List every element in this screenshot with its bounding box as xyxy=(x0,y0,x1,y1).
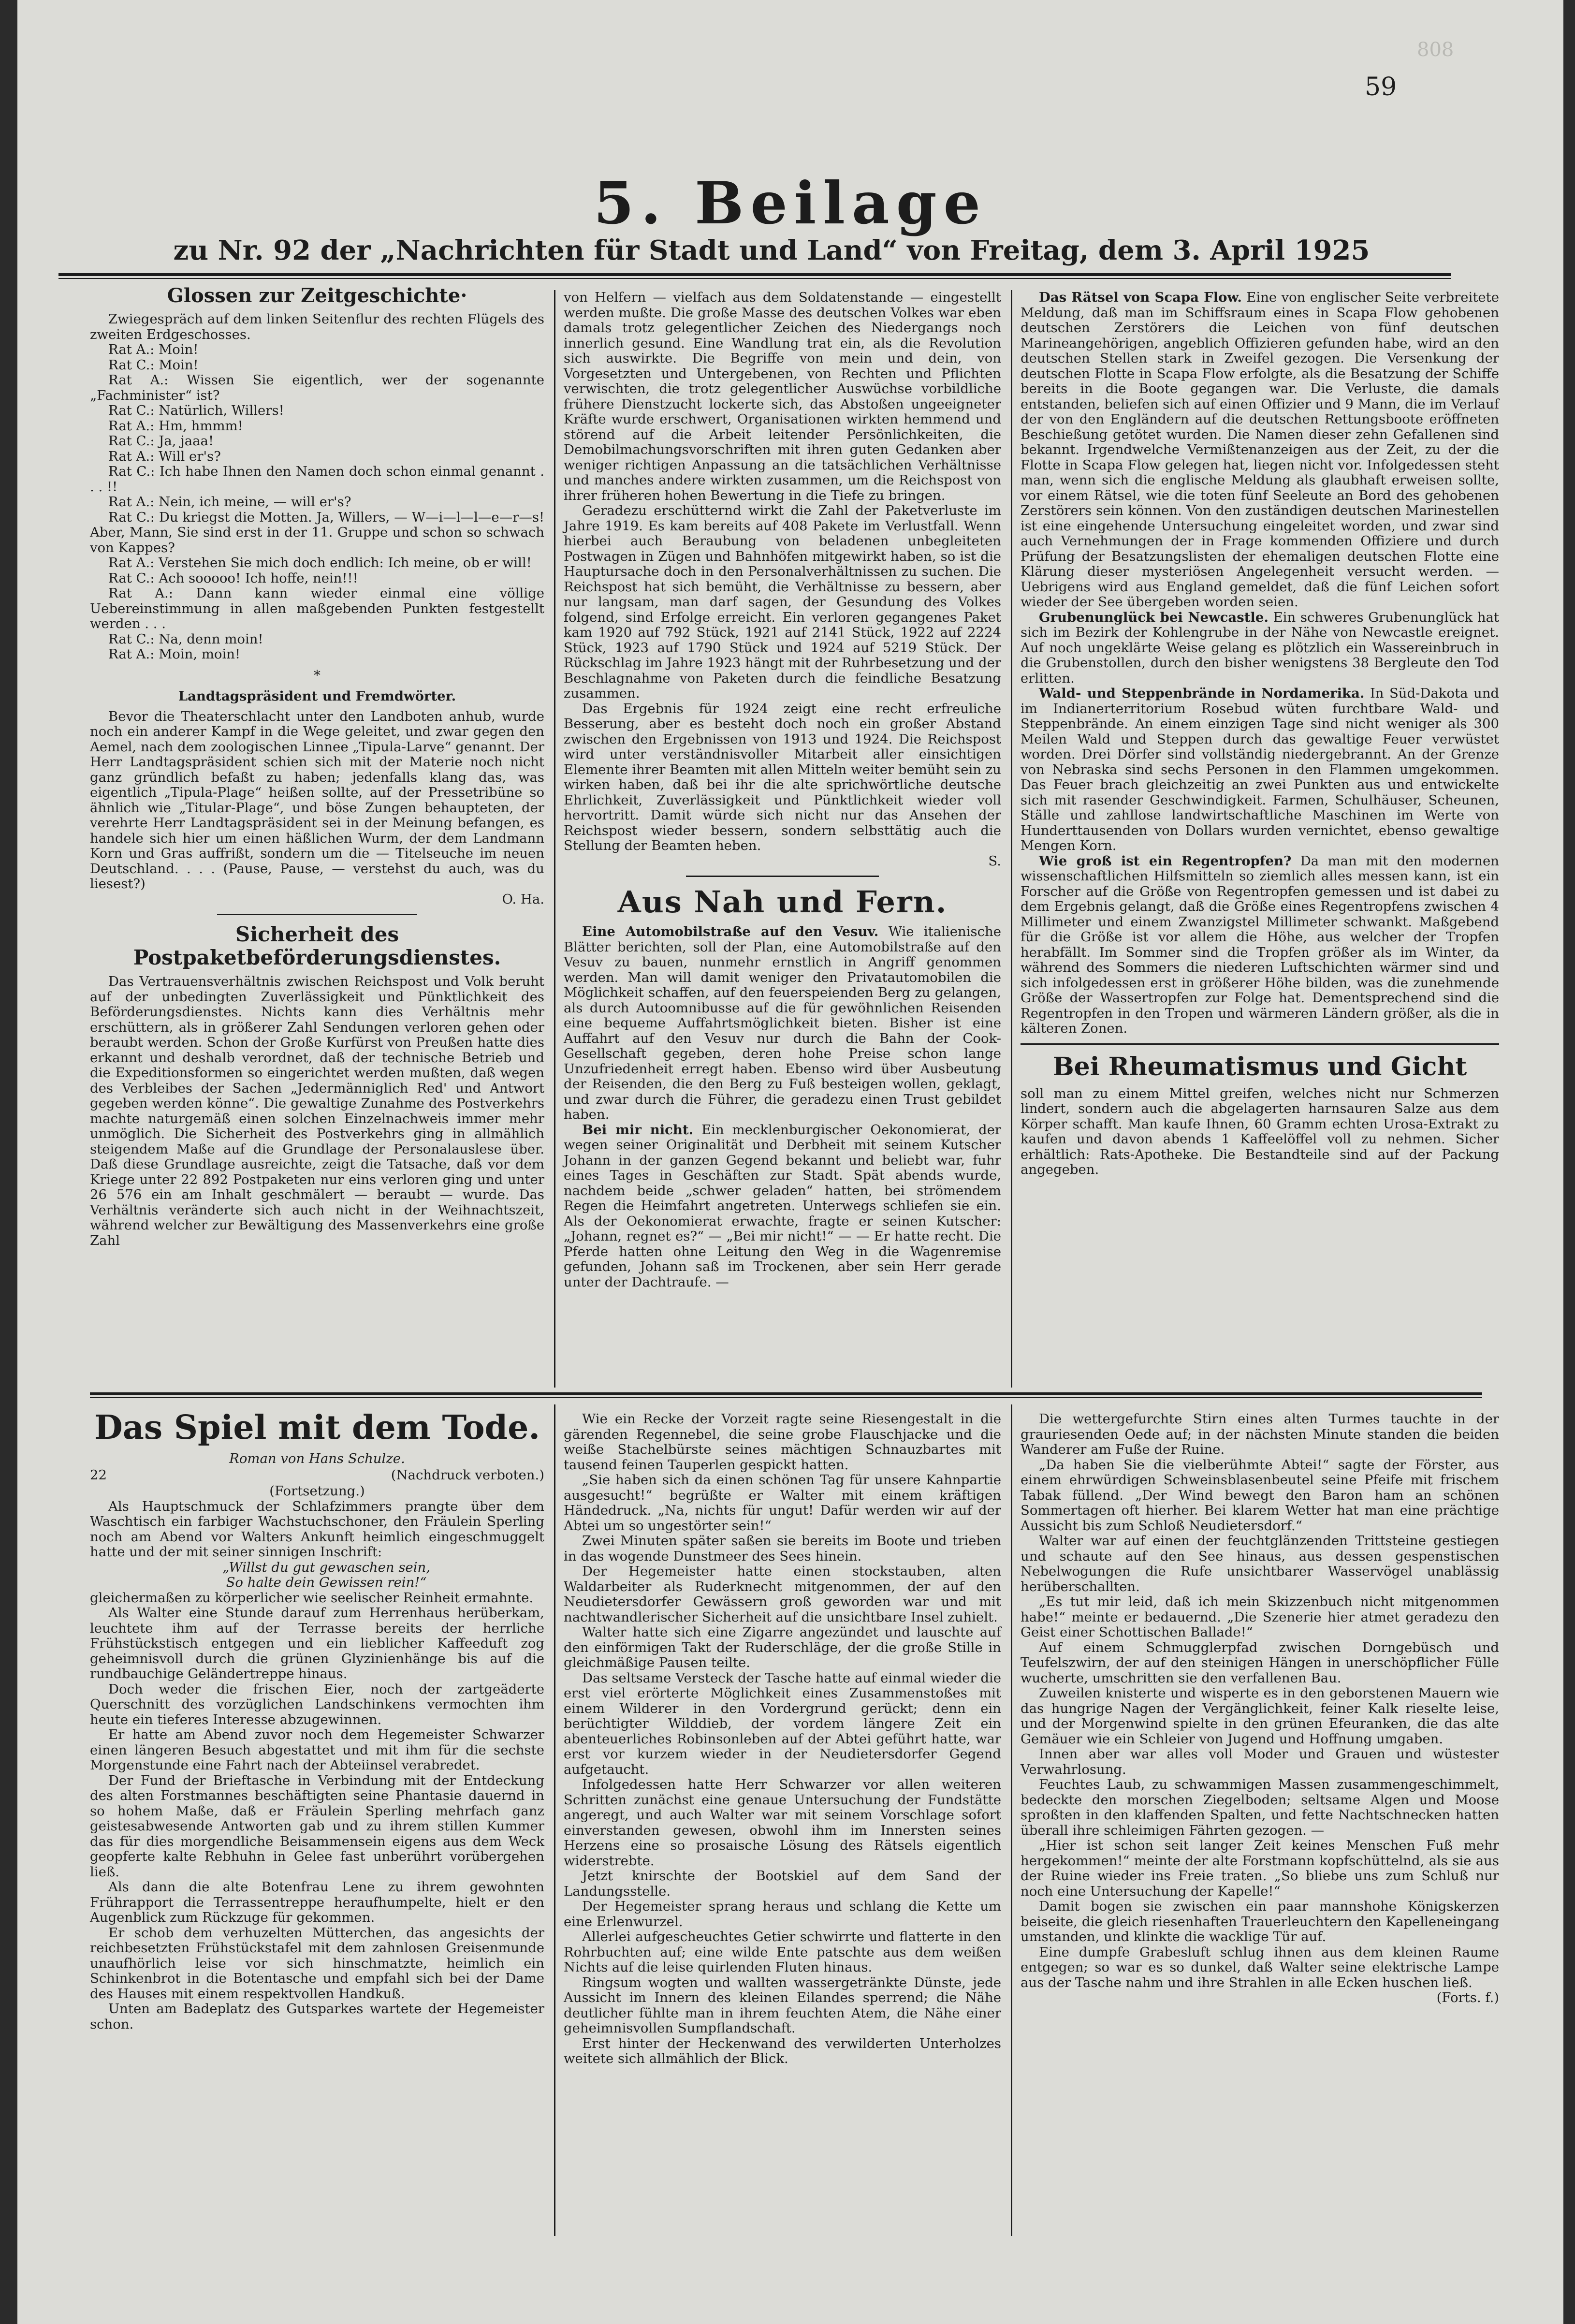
sicherheit-text: Das Vertrauensverhältnis zwischen Reichspost und Volk beruht auf der unbedingten Zuverlässigkeit und Pünktlichkeit des Beförderungsdienstes. Nichts kann dies Verhältnis mehr erschüttern, als in größerer Zahl Sendungen verloren gehen oder beraubt werden. Schon der Große Kurfürst von Preußen hatte dies erkannt und deshalb verordnet, daß der technische Betrieb und die Expeditionsformen so eingerichtet werden mußten, daß wegen des Verbleibes der Sachen „Jedermänniglich Red' und Antwort gegeben werden könne“. Die gewaltige Zunahme des Postverkehrs machte naturgemäß einen solchen Einzelnachweis immer mehr unmöglich. Die Sicherheit des Postverkehrs ging in allmählich steigendem Maße auf die Grundlage der Personalauslese über. Daß diese Grundlage ausreichte, zeigt die Tatsache, daß vor dem Kriege unter 22 892 Postpaketen nur eins verloren ging und unter 26 576 ein am Inhalt geschmälert — beraubt — wurde. Das Verhältnis veränderte sich auch nicht in der Weihnachtszeit, während welcher zur Bewältigung des Massenverkehrs eine große Zahl xyxy=(90,974,544,1248)
supplement-title: 5. Beilage xyxy=(593,169,987,237)
bei-mir-nicht-text: Ein mecklenburgischer Oekonomierat, der wegen seiner Originalität und Derbheit mit seinem Kutscher Johann in der ganzen Gegend bekannt und beliebt war, fuhr eines Tages in Geschäften zur Stadt. Spät abends wurde, nachdem beide „schwer geladen“ hatten, bei strömendem Regen die Heimfahrt angetreten. Unterwegs schliefen sie ein. Als der Oekonomierat erwachte, fragte er seinen Kutscher: „Johann, regnet es?“ — „Bei mir nicht!“ — — Er hatte recht. Die Pferde hatten ohne Leitung den Weg in die Wagenremise gefunden, Johann saß im Trockenen, aber sein Herr gerade unter der Dachtraufe. — xyxy=(564,1122,1002,1290)
serial-paragraph: „Es tut mir leid, daß ich mein Skizzenbuch nicht mitgenommen habe!“ meinte er bedauernd. „Die Szenerie hier atmet geradezu den Geist einer Schottischen Ballade!“ xyxy=(1021,1594,1499,1640)
serial-paragraph: „Sie haben sich da einen schönen Tag für unsere Kahnpartie ausgesucht!“ begrüßte er Walter mit einem kräftigen Händedruck. „Na, nichts für ungut! Dafür werden wir auf der Abtei um so ungestörter sein!“ xyxy=(564,1472,1001,1534)
bei-mir-nicht-title: Bei mir nicht. xyxy=(582,1122,694,1138)
dialogue-line: Rat A.: Wissen Sie eigentlich, wer der sogenannte „Fachminister“ ist? xyxy=(90,372,544,403)
dialogue-line: Rat A.: Dann kann wieder einmal eine völlige Uebereinstimmung in allen maßgebenden Punkten festgestellt werden . . . xyxy=(90,585,544,631)
column-divider-2 xyxy=(1011,290,1012,1388)
page-number: 59 xyxy=(1365,73,1397,102)
column-middle xyxy=(564,290,1001,1290)
article-separator xyxy=(1021,1043,1499,1045)
serial-paragraph: Als Hauptschmuck der Schlafzimmers prangte über dem Waschtisch ein farbiger Wachstuchschoner, den Fräulein Sperling noch am Abend vor Walters Ankunft heimlich eingeschmuggelt hatte und der mit seiner sinnigen Inschrift: xyxy=(90,1498,544,1560)
archive-stamp-number: 808 xyxy=(1417,39,1454,61)
landtag-signature: O. Ha. xyxy=(502,891,544,907)
post-continued-text: von Helfern — vielfach aus dem Soldatenstande — eingestellt werden mußte. Die große Masse des deutschen Volkes war eben damals trotz gelegentlicher Zeichen des Niedergangs noch innerlich gesund. Eine Wandlung trat ein, als die Revolution sich auswirkte. Die Begriffe von mein und dein, von Vorgesetzten und Untergebenen, von Rechten und Pflichten verwischten, die trotz gelegentlicher Auswüchse vorbildliche frühere Dienstzucht lockerte sich, das Abstoßen ungeeigneter Kräfte wurde erschwert, Organisationen wirkten hemmend und störend auf die Arbeit leitender Persönlichkeiten, die Demobilmachungsvorschriften mit ihren guten Gedanken aber weniger richtigen Anpassung an die tatsächlichen Verhältnisse und manches andere wirkten zusammen, um die Reichspost von ihrer früheren hohen Bewertung in die Tiefe zu bringen. xyxy=(564,290,1001,503)
dialogue-line: Rat C.: Ich habe Ihnen den Namen doch schon einmal genannt . . . !! xyxy=(90,464,544,495)
serial-paragraph: „Da haben Sie die vielberühmte Abtei!“ sagte der Förster, aus einem ehrwürdigen Schweinsblasenbeutel seine Pfeife mit frischem Tabak füllend. „Der Wind bewegt den Baron ham an schönen Sommertagen oft hierher. Bei klarem Wetter hat man eine prächtige Aussicht bis zum Schloß Neudietersdorf.“ xyxy=(1021,1457,1499,1534)
serial-paragraph: Die wettergefurchte Stirn eines alten Turmes tauchte in der grauriesenden Oede auf; in der nächsten Minute standen die beiden Wanderer am Fuße der Ruine. xyxy=(1021,1411,1499,1457)
landtag-heading: Landtagspräsident und Fremdwörter. xyxy=(178,688,456,704)
serial-paragraph: Der Hegemeister sprang heraus und schlang die Kette um eine Erlenwurzel. xyxy=(564,1899,1001,1929)
dialogue-line: Rat A.: Nein, ich meine, — will er's? xyxy=(108,494,351,510)
serial-paragraph: Walter hatte sich eine Zigarre angezündet und lauschte auf den einförmigen Takt der Ruderschläge, der die große Stille in gleichmäßige Pausen teilte. xyxy=(564,1624,1001,1670)
dialogue-line: Rat C.: Na, denn moin! xyxy=(108,631,263,647)
serial-copyright-notice: (Nachdruck verboten.) xyxy=(391,1467,544,1483)
scapa-title: Das Rätsel von Scapa Flow. xyxy=(1039,290,1242,305)
regentropfen-text: Da man mit den modernen wissenschaftlichen Hilfsmitteln so ziemlich alles messen kann, ist ein Forscher auf die Größe von Regentropfen gemessen und ist dabei zu dem Ergebnis gelangt, daß die Größe eines Regentropfens zwischen 4 Millimeter und einem Zwanzigstel Millimeter schwankt. Maßgebend für die Größe ist vor allem die Höhe, aus welcher der Tropfen herabfällt. Im Sommer sind die Tropfen größer als im Winter, da während des Sommers die niederen Luftschichten wärmer sind und sich infolgedessen erst in größerer Höhe bilden, was die zunehmende Größe der Wassertropfen zur Folge hat. Dementsprechend sind die Regentropfen in den Tropen und wärmeren Ländern größer, als die in kälteren Zonen. xyxy=(1021,853,1499,1036)
landtag-text: Bevor die Theaterschlacht unter den Landboten anhub, wurde noch ein anderer Kampf in die Wege geleitet, und zwar gegen den Aemel, nach dem zoologischen Linnee „Tipula-Larve“ genannt. Der Herr Landtagspräsident schien sich mit der Materie noch nicht ganz gründlich befaßt zu haben; jedenfalls klang das, was eigentlich „Tipula-Plage“ heißen sollte, auf der Pressetribüne so ähnlich wie „Titular-Plage“, und böse Zungen behaupteten, der verehrte Herr Landtagspräsident sei in der Meinung befangen, es handele sich hier um einen häßlichen Wurm, der dem Landmann Korn und Gras auffrißt, sondern um die — Titelseuche im neuen Deutschland. . . . (Pause, Pause, — verstehst du auch, was du liesest?) xyxy=(90,708,544,892)
serial-column-middle xyxy=(564,1412,1001,2067)
serial-paragraph: Er hatte am Abend zuvor noch dem Hegemeister Schwarzer einen längeren Besuch abgestattet und mit ihm für die sechste Morgenstunde eine Fahrt nach der Abteiinsel verabredet. xyxy=(90,1727,544,1773)
column-divider-1 xyxy=(554,290,555,1388)
waldbrand-text: In Süd-Dakota und im Indianerterritorium Rosebud wüten furchtbare Wald- und Steppenbrände. An einem einzigen Tage sind nicht weniger als 300 Meilen Wald und Steppen durch das gewaltige Feuer verwüstet worden. Drei Dörfer sind vollständig niedergebrannt. An der Grenze von Nebraska sind sechs Personen in den Flammen umgekommen. Das Feuer brach gleichzeitig an zwei Punkten aus und entwickelte sich mit rasender Geschwindigkeit. Farmen, Schulhäuser, Scheunen, Ställe und zahllose landwirtschaftliche Maschinen im Werte von Hunderttausenden von Dollars wurden vernichtet, ebenso gewaltige Mengen Korn. xyxy=(1021,686,1500,853)
serial-paragraph: Wie ein Recke der Vorzeit ragte seine Riesengestalt in die gärenden Regennebel, die seine grobe Flauschjacke und die weiße Stachelbürste seines mächtigen Schnauzbartes mit tausend feinen Tauperlen gespickt hatten. xyxy=(564,1411,1001,1473)
serial-paragraph: Zuweilen knisterte und wisperte es in den geborstenen Mauern wie das hungrige Nagen der Vergänglichkeit, feiner Kalk rieselte leise, und der Morgenwind spielte in den grünen Efeuranken, die das alte Gemäuer wie ein Schleier von Jugend und Hoffnung umgaben. xyxy=(1021,1685,1499,1747)
serial-divider-1 xyxy=(554,1404,555,2236)
serial-paragraph: Eine dumpfe Grabesluft schlug ihnen aus dem kleinen Raume entgegen; so war es so dunkel, daß Walter seine elektrische Lampe aus der Tasche nahm und ihre Strahlen in alle Ecken huschen ließ. xyxy=(1021,1944,1499,1990)
dialogue-line: Rat A.: Verstehen Sie mich doch endlich: Ich meine, ob er will! xyxy=(108,555,532,570)
serial-paragraph: Ringsum wogten und wallten wassergetränkte Dünste, jede Aussicht im Innern des kleinen Eilandes sperrend; die Nähe deutlicher fühlte man in ihrem feuchten Atem, die Nähe einer geheimnisvollen Sumpflandschaft. xyxy=(564,1974,1001,2036)
column-right xyxy=(1021,290,1499,1178)
newspaper-page xyxy=(17,0,1563,2324)
serial-paragraph: Der Hegemeister hatte einen stockstauben, alten Waldarbeiter als Ruderknecht mitgenommen, der auf den Neudietersdorfer Gewässern groß geworden war und mit nachtwandlerischer Sicherheit auf die unsichtbare Insel zuhielt. xyxy=(564,1564,1001,1625)
serial-paragraph: Doch weder die frischen Eier, noch der zartgeäderte Querschnitt des vorzüglichen Landschinkens vermochten ihm heute ein tieferes Interesse abzugewinnen. xyxy=(90,1681,544,1727)
serial-to-be-continued: (Forts. f.) xyxy=(1436,1990,1499,2005)
serial-paragraph: Innen aber war alles voll Moder und Grauen und wüstester Verwahrlosung. xyxy=(1021,1746,1499,1777)
dialogue-line: Rat C.: Ach sooooo! Ich hoffe, nein!!! xyxy=(108,570,358,586)
star-separator: * xyxy=(314,667,321,683)
dialogue-line: Rat A.: Will er's? xyxy=(108,448,221,464)
scapa-text: Eine von englischer Seite verbreitete Meldung, daß man im Schiffsraum eines in Scapa Flow gehobenen deutschen Zerstörers die Leichen von fünf deutschen Marineangehörigen, angeblich Offizieren gefunden habe, wird an den deutschen Stellen stark in Zweifel gezogen. Die Versenkung der deutschen Flotte in Scapa Flow erfolgte, als die Besatzung der Schiffe bereits in die Boote gegangen war. Die Verluste, die damals entstanden, beliefen sich auf einen Offizier und 9 Mann, die im Verlauf der von den Engländern auf die deutschen Rettungsboote eröffneten Beschießung getötet wurden. Die Namen dieser zehn Gefallenen sind bekannt. Irgendwelche Vermißtenanzeigen aus der Zeit, zu der die Flotte in Scapa Flow gelegen hat, liegen nicht vor. Infolgedessen steht man, wenn sich die englische Meldung als glaubhaft erweisen sollte, vor einem Rätsel, wie die toten fünf Seeleute an Bord des gehobenen Zerstörers sein können. Von den zuständigen deutschen Marinestellen ist eine eingehende Untersuchung eingeleitet worden, und zwar sind auch Vernehmungen der in Frage kommenden Offiziere und durch Prüfung der Besatzungslisten der ehemaligen deutschen Flotte eine Klärung dieser mysteriösen Angelegenheit versucht werden. — Uebrigens wird aus England gemeldet, daß die fünf Leichen sofort wieder der See übergeben worden seien. xyxy=(1021,290,1499,610)
serial-verse-line: So halte dein Gewissen rein!“ xyxy=(226,1575,427,1590)
dialogue-line: Rat A.: Moin, moin! xyxy=(108,646,241,662)
header-rule-thin xyxy=(58,278,1451,279)
column-left xyxy=(90,283,544,1248)
serial-verse-line: „Willst du gut gewaschen sein, xyxy=(222,1559,430,1575)
dialogue-line: Rat C.: Moin! xyxy=(108,357,199,373)
dialogue-line: Rat C.: Ja, jaaa! xyxy=(108,433,214,449)
header-rule-thick xyxy=(58,273,1451,276)
sicherheit-heading: Sicherheit des Postpaketbeförderungsdienstes. xyxy=(133,922,501,969)
serial-paragraph: gleichermaßen zu körperlicher wie seelischer Reinheit ermahnte. xyxy=(90,1590,534,1606)
serial-author: Roman von Hans Schulze. xyxy=(229,1451,405,1466)
serial-paragraph: Allerlei aufgescheuchtes Getier schwirrte und flatterte in den Rohrbuchten auf; eine wilde Ente patschte aus dem weißen Nichts auf die leise quirlenden Fluten hinaus. xyxy=(564,1929,1001,1975)
post-signature: S. xyxy=(988,853,1001,869)
serial-paragraph: Walter war auf einen der feuchtglänzenden Trittsteine gestiegen und schaute auf den See hinaus, aus dessen gespenstischen Nebelwogungen die Rufe unsichtbarer Wasservögel unablässig herüberschallten. xyxy=(1021,1533,1499,1594)
serial-paragraph: Zwei Minuten später saßen sie bereits im Boote und trieben in das wogende Dunstmeer des Sees hinein. xyxy=(564,1533,1001,1564)
supplement-subtitle: zu Nr. 92 der „Nachrichten für Stadt und Land“ von Freitag, dem 3. April 1925 xyxy=(173,234,1370,266)
serial-meta-row xyxy=(90,1468,544,1483)
dialogue-line: Rat C.: Natürlich, Willers! xyxy=(108,403,284,418)
dialogue-line: Rat A.: Moin! xyxy=(108,342,199,357)
section-rule-thick xyxy=(90,1392,1482,1395)
article-separator xyxy=(217,914,417,915)
serial-paragraph: Als Walter eine Stunde darauf zum Herrenhaus herüberkam, leuchtete ihm auf der Terrasse bereits der herrliche Frühstückstisch entgegen und ein lieblicher Kaffeeduft zog geheimnisvoll durch die grünen Glyzinienhänge bis auf die rundbauchige Geländertreppe hinaus. xyxy=(90,1605,544,1681)
serial-continuation: (Fortsetzung.) xyxy=(269,1483,365,1499)
waldbrand-title: Wald- und Steppenbrände in Nordamerika. xyxy=(1039,686,1365,701)
serial-paragraph: Erst hinter der Heckenwand des verwilderten Unterholzes weitete sich allmählich der Blick. xyxy=(564,2035,1001,2066)
vesuv-text: Wie italienische Blätter berichten, soll der Plan, eine Automobilstraße auf den Vesuv zu bauen, nunmehr ernstlich in Angriff genommen werden. Man will damit weniger den Privatautomobilen die Möglichkeit schaffen, auf den feuerspeienden Berg zu gelangen, als durch Autoomnibusse auf die für gewöhnlichen Reisenden eine bequeme Auffahrtsmöglichkeit bieten. Bisher ist eine Auffahrt auf den Vesuv nur durch die Bahn der Cook-Gesellschaft gegeben, deren hohe Preise schon lange Unzufriedenheit erregt haben. Ebenso wird über Ausbeutung der Reisenden, die den Berg zu Fuß besteigen wollen, geklagt, und zwar durch die Führer, die geradezu einen Trust gebildet haben. xyxy=(564,924,1001,1122)
serial-paragraph: Der Fund der Brieftasche in Verbindung mit der Entdeckung des alten Forstmannes beschäftigten seine Phantasie dauernd in so hohem Maße, daß er Fräulein Sperling mehrfach ganz geistesabwesende Antworten gab und zu ihrem stillen Kummer das für dies morgendliche Beisammensein eigens aus dem Weck geopferte kalte Rebhuhn in Gelee fast unberührt vorübergehen ließ. xyxy=(90,1772,544,1880)
serial-paragraph: Jetzt knirschte der Bootskiel auf dem Sand der Landungsstelle. xyxy=(564,1868,1001,1899)
serial-paragraph: Als dann die alte Botenfrau Lene zu ihrem gewohnten Frührapport die Terrassentreppe heraufhumpelte, hielt er den Augenblick zum Rückzuge für gekommen. xyxy=(90,1879,544,1925)
serial-paragraph: Unten am Badeplatz des Gutsparkes wartete der Hegemeister schon. xyxy=(90,2001,544,2032)
serial-paragraph: Infolgedessen hatte Herr Schwarzer vor allen weiteren Schritten zunächst eine genaue Untersuchung der Fundstätte angeregt, und auch Walter war mit seinem Vorschlage sofort einverstanden gewesen, obwohl ihm im Innersten seines Herzens eine so prosaische Lösung des Rätsels eigentlich widerstrebte. xyxy=(564,1777,1001,1869)
post-result-text: Das Ergebnis für 1924 zeigt eine recht erfreuliche Besserung, aber es besteht doch noch ein großer Abstand zwischen den Ergebnissen von 1913 und 1924. Die Reichspost wird unter verständnisvoller Mitarbeit aller einsichtigen Elemente ihrer Beamten mit allen Mitteln weiter bemüht sein zu wirken haben, daß bei ihr die alte sprichwörtliche deutsche Ehrlichkeit, Zuverlässigkeit und Pünktlichkeit wieder voll hervortritt. Damit würde sich nicht nur das Ansehen der Reichspost wieder bessern, sondern selbsttätig auch die Stellung der Beamten heben. xyxy=(564,701,1001,853)
serial-paragraph: Auf einem Schmugglerpfad zwischen Dorngebüsch und Teufelszwirn, der auf den steinigen Hängen in unerschöpflicher Fülle wucherte, umschritten sie den verfallenen Bau. xyxy=(1021,1639,1499,1686)
rheuma-heading: Bei Rheumatismus und Gicht xyxy=(1052,1052,1467,1082)
grubenunglueck-title: Grubenunglück bei Newcastle. xyxy=(1039,609,1269,625)
dialogue-line: Rat C.: Du kriegst die Motten. Ja, Willers, — W—i—l—l—e—r—s! Aber, Mann, Sie sind erst in der 11. Gruppe und schon so schwach von Kappes? xyxy=(90,509,544,555)
section-rule-thin xyxy=(90,1397,1482,1398)
serial-column-right xyxy=(1021,1412,1499,2006)
post-loss-text: Geradezu erschütternd wirkt die Zahl der Paketverluste im Jahre 1919. Es kam bereits auf 408 Pakete im Verlustfall. Wenn hierbei auch Beraubung von beladenen unbegleiteten Postwagen in Zügen und Bahnhöfen mitgewirkt haben, so ist die Hauptursache doch in den Personalverhältnissen zu suchen. Die Reichspost hat sich bemüht, die Verhältnisse zu bessern, aber nur langsam, man darf sagen, der Gesundung des Volkes folgend, sind Erfolge erreicht. Ein verloren gegangenes Paket kam 1920 auf 792 Stück, 1921 auf 2141 Stück, 1922 auf 2224 Stück, 1923 auf 1790 Stück und 1924 auf 5219 Stück. Der Rückschlag im Jahre 1923 hängt mit der Ruhrbesetzung und der Beschlagnahme von Paketen durch die feindliche Besatzung zusammen. xyxy=(564,503,1001,701)
regentropfen-title: Wie groß ist ein Regentropfen? xyxy=(1039,853,1292,869)
serial-installment-number: 22 xyxy=(90,1467,107,1483)
glossen-intro: Zwiegespräch auf dem linken Seitenflur des rechten Flügels des zweiten Erdgeschosses. xyxy=(90,311,544,342)
article-separator xyxy=(686,876,878,877)
serial-paragraph: Das seltsame Versteck der Tasche hatte auf einmal wieder die erst viel erörterte Möglichkeit eines Zusammenstoßes mit einem Wilderer in den Vordergrund gerückt; denn ein berüchtigter Wilddieb, der vordem längere Zeit ein abenteuerliches Robinsonleben auf der Abtei geführt hatte, war erst vor kurzem wieder in der Neudietersdorfer Gegend aufgetaucht. xyxy=(564,1670,1001,1777)
serial-paragraph: „Hier ist schon seit langer Zeit keines Menschen Fuß mehr hergekommen!“ meinte der alte Forstmann kopfschüttelnd, als sie aus der Ruine wieder ins Freie traten. „So bliebe uns zum Schluß nur noch eine Untersuchung der Kapelle!“ xyxy=(1021,1838,1499,1899)
serial-paragraph: Feuchtes Laub, zu schwammigen Massen zusammengeschimmelt, bedeckte den morschen Ziegelboden; seltsame Algen und Moose sproßten in den klaffenden Spalten, und fette Nachtschnecken hatten überall ihre schleimigen Fährten gezogen. — xyxy=(1021,1777,1499,1838)
grubenunglueck-text: Ein schweres Grubenunglück hat sich im Bezirk der Kohlengrube in der Nähe von Newcastle ereignet. Auf noch ungeklärte Weise gelang es plötzlich ein Wassereinbruch in die Grubenstollen, durch den bisher wenigstens 38 Bergleute den Tod erlitten. xyxy=(1021,609,1499,686)
serial-paragraph: Er schob dem verhuzelten Mütterchen, das angesichts der reichbesetzten Frühstückstafel mit dem zahnlosen Greisenmunde unaufhörlich leise vor sich hinschmatzte, heimlich ein Schinkenbrot in die Botentasche und empfahl sich bei der Dame des Hauses mit einem respektvollen Handkuß. xyxy=(90,1925,544,2002)
aus-nah-heading: Aus Nah und Fern. xyxy=(617,884,948,920)
serial-title: Das Spiel mit dem Tode. xyxy=(94,1408,540,1447)
glossen-heading: Glossen zur Zeitgeschichte· xyxy=(167,284,467,307)
vesuv-title: Eine Automobilstraße auf den Vesuv. xyxy=(582,924,879,939)
serial-divider-2 xyxy=(1011,1404,1012,2236)
serial-paragraph: Damit bogen sie zwischen ein paar mannshohe Königskerzen beiseite, die gleich riesenhaften Trauerleuchtern den Kapelleneingang umstanden, und klinkte die wacklige Tür auf. xyxy=(1021,1899,1499,1944)
serial-column-left xyxy=(90,1407,544,2032)
rheuma-text: soll man zu einem Mittel greifen, welches nicht nur Schmerzen lindert, sondern auch die abgelagerten harnsauren Salze aus dem Körper schafft. Man kaufe Ihnen, 60 Gramm echten Urosa-Extrakt zu kaufen und davon abends 1 Kaffeelöffel voll zu nehmen. Sicher erhältlich: Rats-Apotheke. Die Bestandteile sind auf der Packung angegeben. xyxy=(1021,1085,1499,1177)
dialogue-line: Rat A.: Hm, hmmm! xyxy=(108,418,243,434)
